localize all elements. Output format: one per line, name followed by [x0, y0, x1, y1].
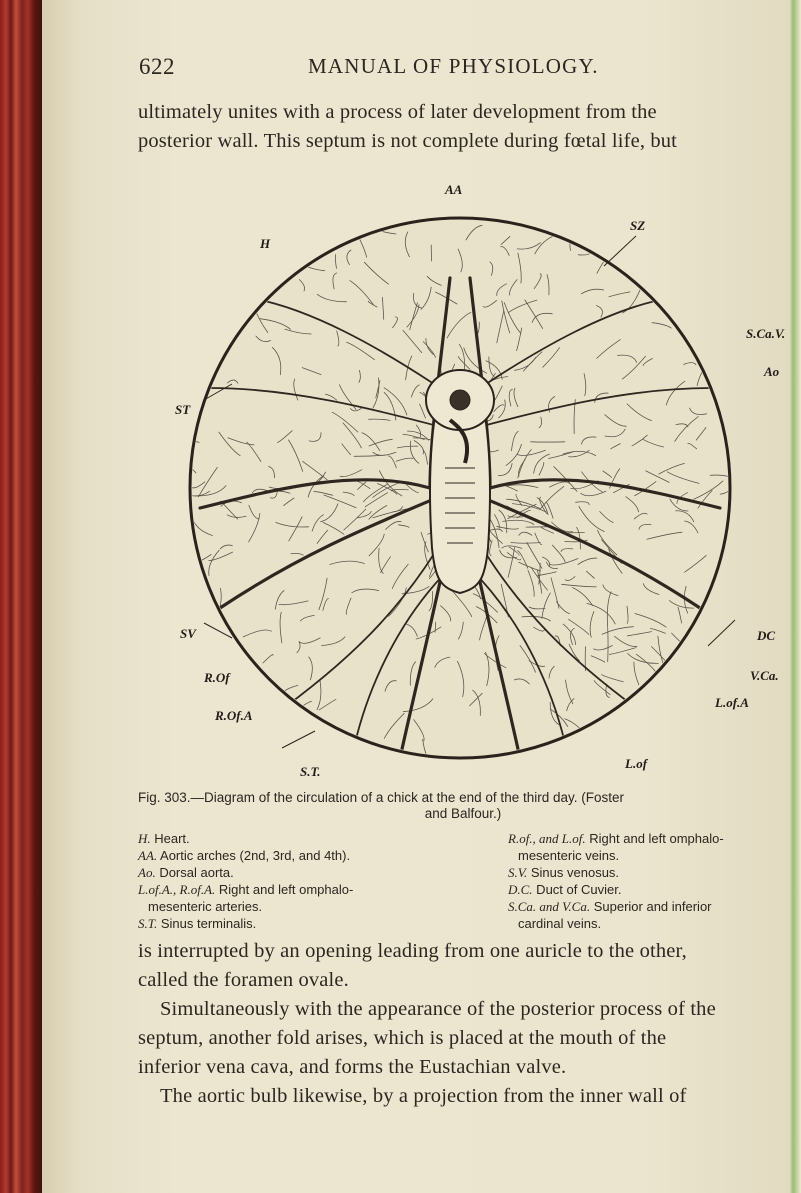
legend-text: Superior and inferior — [590, 899, 712, 914]
label-aa: AA — [445, 182, 463, 197]
legend-text: Heart. — [150, 831, 190, 846]
legend-text: Right and left omphalo- — [585, 831, 724, 846]
legend-left-column — [138, 830, 478, 932]
top-paragraph — [138, 98, 788, 156]
legend-item — [138, 881, 478, 915]
circulation-diagram — [160, 182, 786, 788]
text-line: inferior vena cava, and forms the Eustachian valve. — [138, 1056, 567, 1078]
text-line: septum, another fold arises, which is placed at the mouth of the — [138, 1027, 667, 1049]
legend-abbr: R.of., and L.of. — [508, 831, 586, 846]
page-edge — [789, 0, 801, 1193]
legend-abbr: Ao. — [138, 865, 156, 880]
label-h: H — [260, 236, 271, 251]
legend-abbr: D.C. — [508, 882, 533, 897]
page-number: 622 — [139, 54, 175, 79]
text-line: called the foramen ovale. — [138, 969, 349, 991]
figure-caption — [138, 790, 788, 822]
label-lof: L.of — [625, 756, 648, 771]
text-line: The aortic bulb likewise, by a projection from the inner wall of — [160, 1085, 687, 1107]
text-line: posterior wall. This septum is not complete during fœtal life, but — [138, 130, 678, 152]
label-rofa: R.Of.A — [215, 708, 253, 723]
legend-item — [508, 830, 788, 864]
legend-abbr: S.T. — [138, 916, 158, 931]
legend-item — [508, 881, 788, 898]
legend-abbr: AA. — [138, 848, 158, 863]
caption-line-2: and Balfour.) — [424, 806, 502, 821]
label-st-bottom: S.T. — [300, 764, 321, 779]
legend-text-cont: mesenteric arteries. — [148, 899, 263, 914]
text-line: ultimately unites with a process of later development from the — [138, 101, 657, 123]
label-sca-v: S.Ca.V. — [746, 326, 786, 341]
text-line: is interrupted by an opening leading from one auricle to the other, — [138, 940, 687, 962]
legend-text: Dorsal aorta. — [155, 865, 234, 880]
legend-text: Sinus terminalis. — [157, 916, 257, 931]
bottom-paragraph — [138, 937, 788, 1111]
text-line: Simultaneously with the appearance of the posterior process of the — [160, 998, 716, 1020]
running-head: MANUAL OF PHYSIOLOGY. — [308, 54, 599, 78]
legend-item — [508, 898, 788, 932]
legend-text: Duct of Cuvier. — [532, 882, 622, 897]
legend-abbr: L.of.A., R.of.A. — [138, 882, 216, 897]
label-vca: V.Ca. — [750, 668, 779, 683]
legend-item — [138, 830, 478, 847]
legend-text-cont: cardinal veins. — [518, 916, 602, 931]
label-st-left: ST — [175, 402, 191, 417]
page-header — [42, 54, 789, 84]
legend-abbr: S.V. — [508, 865, 528, 880]
legend-abbr: S.Ca. and V.Ca. — [508, 899, 591, 914]
label-rof: R.Of — [204, 670, 230, 685]
label-dc: DC — [757, 628, 776, 643]
legend-item — [508, 864, 788, 881]
label-lofa: L.of.A — [715, 695, 749, 710]
legend-item — [138, 864, 478, 881]
legend-item — [138, 847, 478, 864]
legend-abbr: H. — [138, 831, 151, 846]
label-sv: SV — [180, 626, 196, 641]
label-sz-top: SZ — [630, 218, 646, 233]
legend-right-column — [508, 830, 788, 932]
label-ao: Ao — [764, 364, 780, 379]
book-spine — [0, 0, 42, 1193]
legend-text: Right and left omphalo- — [215, 882, 354, 897]
legend-text: Sinus venosus. — [527, 865, 620, 880]
circulation-diagram-svg — [160, 188, 760, 788]
legend-text: Aortic arches (2nd, 3rd, and 4th). — [157, 848, 351, 863]
legend-item — [138, 915, 478, 932]
legend-text-cont: mesenteric veins. — [518, 848, 620, 863]
book-page — [42, 0, 789, 1193]
caption-line-1: Fig. 303.—Diagram of the circulation of a chick at the end of the third day. (Foster — [138, 790, 624, 805]
